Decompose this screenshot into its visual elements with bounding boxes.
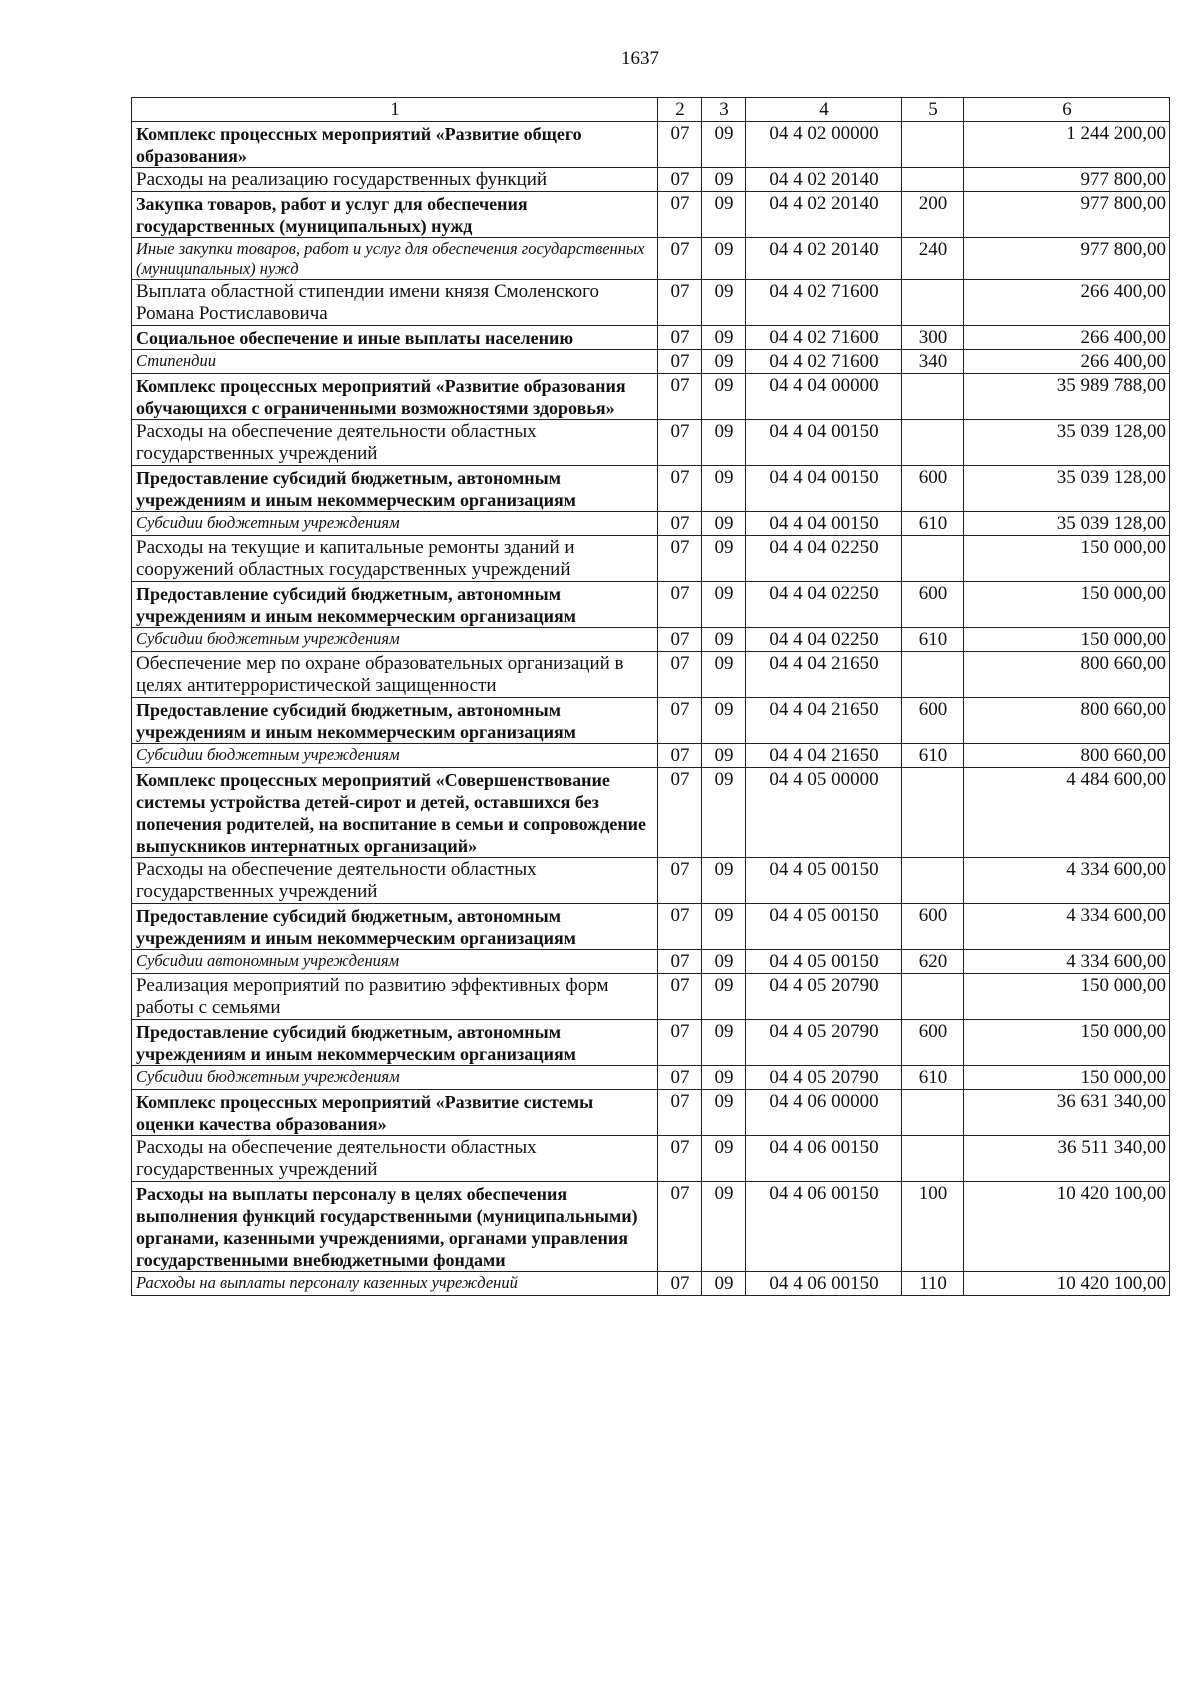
table-row xyxy=(132,582,1170,628)
table-row xyxy=(132,950,1170,974)
target-article-code: 04 4 05 20790 xyxy=(746,1020,902,1066)
subsection-code: 09 xyxy=(702,1090,746,1136)
expense-type-code xyxy=(902,1136,964,1182)
expense-type-code xyxy=(902,280,964,326)
table-row xyxy=(132,374,1170,420)
amount: 35 039 128,00 xyxy=(964,420,1170,466)
budget-item-name: Закупка товаров, работ и услуг для обеспечения государственных (муниципальных) нужд xyxy=(132,192,658,238)
target-article-code: 04 4 04 02250 xyxy=(746,628,902,652)
expense-type-code: 100 xyxy=(902,1182,964,1272)
target-article-code: 04 4 02 71600 xyxy=(746,326,902,350)
amount: 35 039 128,00 xyxy=(964,512,1170,536)
budget-item-name: Стипендии xyxy=(132,350,658,374)
budget-item-name: Субсидии бюджетным учреждениям xyxy=(132,628,658,652)
target-article-code: 04 4 04 02250 xyxy=(746,582,902,628)
budget-item-name: Расходы на обеспечение деятельности областных государственных учреждений xyxy=(132,1136,658,1182)
section-code: 07 xyxy=(658,652,702,698)
section-code: 07 xyxy=(658,950,702,974)
target-article-code: 04 4 02 20140 xyxy=(746,192,902,238)
section-code: 07 xyxy=(658,512,702,536)
amount: 4 334 600,00 xyxy=(964,858,1170,904)
expense-type-code: 600 xyxy=(902,904,964,950)
subsection-code: 09 xyxy=(702,858,746,904)
table-row xyxy=(132,536,1170,582)
target-article-code: 04 4 04 00150 xyxy=(746,466,902,512)
budget-item-name: Расходы на обеспечение деятельности областных государственных учреждений xyxy=(132,858,658,904)
target-article-code: 04 4 04 21650 xyxy=(746,652,902,698)
amount: 35 989 788,00 xyxy=(964,374,1170,420)
budget-item-name: Расходы на реализацию государственных функций xyxy=(132,168,658,192)
amount: 150 000,00 xyxy=(964,1066,1170,1090)
expense-type-code: 600 xyxy=(902,582,964,628)
table-row xyxy=(132,466,1170,512)
amount: 150 000,00 xyxy=(964,974,1170,1020)
amount: 4 334 600,00 xyxy=(964,950,1170,974)
subsection-code: 09 xyxy=(702,122,746,168)
table-row xyxy=(132,512,1170,536)
section-code: 07 xyxy=(658,1272,702,1296)
section-code: 07 xyxy=(658,168,702,192)
expense-type-code xyxy=(902,122,964,168)
section-code: 07 xyxy=(658,1020,702,1066)
target-article-code: 04 4 06 00150 xyxy=(746,1136,902,1182)
amount: 150 000,00 xyxy=(964,1020,1170,1066)
budget-item-name: Субсидии бюджетным учреждениям xyxy=(132,1066,658,1090)
target-article-code: 04 4 02 71600 xyxy=(746,350,902,374)
page-number: 1637 xyxy=(621,48,659,69)
section-code: 07 xyxy=(658,350,702,374)
subsection-code: 09 xyxy=(702,466,746,512)
amount: 150 000,00 xyxy=(964,628,1170,652)
section-code: 07 xyxy=(658,628,702,652)
table-row xyxy=(132,698,1170,744)
expense-type-code: 300 xyxy=(902,326,964,350)
expense-type-code: 600 xyxy=(902,698,964,744)
subsection-code: 09 xyxy=(702,326,746,350)
subsection-code: 09 xyxy=(702,238,746,280)
amount: 266 400,00 xyxy=(964,326,1170,350)
budget-item-name: Иные закупки товаров, работ и услуг для обеспечения государственных (муниципальных) нужд xyxy=(132,238,658,280)
amount: 10 420 100,00 xyxy=(964,1272,1170,1296)
section-code: 07 xyxy=(658,280,702,326)
expense-type-code xyxy=(902,974,964,1020)
table-row xyxy=(132,238,1170,280)
subsection-code: 09 xyxy=(702,192,746,238)
section-code: 07 xyxy=(658,858,702,904)
target-article-code: 04 4 04 00150 xyxy=(746,512,902,536)
table-row xyxy=(132,1020,1170,1066)
section-code: 07 xyxy=(658,122,702,168)
target-article-code: 04 4 02 00000 xyxy=(746,122,902,168)
table-row xyxy=(132,420,1170,466)
budget-item-name: Выплата областной стипендии имени князя Смоленского Романа Ростиславовича xyxy=(132,280,658,326)
table-row xyxy=(132,858,1170,904)
column-header-1: 1 xyxy=(132,98,658,122)
expense-type-code: 620 xyxy=(902,950,964,974)
subsection-code: 09 xyxy=(702,536,746,582)
target-article-code: 04 4 05 00150 xyxy=(746,950,902,974)
column-header-6: 6 xyxy=(964,98,1170,122)
column-header-4: 4 xyxy=(746,98,902,122)
column-number-row xyxy=(132,98,1170,122)
expense-type-code: 340 xyxy=(902,350,964,374)
target-article-code: 04 4 05 00150 xyxy=(746,904,902,950)
subsection-code: 09 xyxy=(702,374,746,420)
section-code: 07 xyxy=(658,374,702,420)
subsection-code: 09 xyxy=(702,350,746,374)
target-article-code: 04 4 04 00150 xyxy=(746,420,902,466)
budget-item-name: Предоставление субсидий бюджетным, автономным учреждениям и иным некоммерческим организациям xyxy=(132,904,658,950)
budget-item-name: Реализация мероприятий по развитию эффективных форм работы с семьями xyxy=(132,974,658,1020)
table-row xyxy=(132,904,1170,950)
column-header-3: 3 xyxy=(702,98,746,122)
budget-item-name: Расходы на обеспечение деятельности областных государственных учреждений xyxy=(132,420,658,466)
budget-item-name: Расходы на выплаты персоналу казенных учреждений xyxy=(132,1272,658,1296)
subsection-code: 09 xyxy=(702,698,746,744)
table-row xyxy=(132,122,1170,168)
target-article-code: 04 4 04 21650 xyxy=(746,698,902,744)
budget-table xyxy=(131,97,1170,1296)
expense-type-code: 610 xyxy=(902,512,964,536)
amount: 10 420 100,00 xyxy=(964,1182,1170,1272)
subsection-code: 09 xyxy=(702,768,746,858)
amount: 36 511 340,00 xyxy=(964,1136,1170,1182)
table-row xyxy=(132,628,1170,652)
expense-type-code xyxy=(902,652,964,698)
target-article-code: 04 4 04 21650 xyxy=(746,744,902,768)
amount: 266 400,00 xyxy=(964,280,1170,326)
subsection-code: 09 xyxy=(702,420,746,466)
amount: 800 660,00 xyxy=(964,744,1170,768)
expense-type-code: 610 xyxy=(902,744,964,768)
subsection-code: 09 xyxy=(702,1272,746,1296)
subsection-code: 09 xyxy=(702,1020,746,1066)
table-row xyxy=(132,744,1170,768)
amount: 977 800,00 xyxy=(964,238,1170,280)
expense-type-code: 610 xyxy=(902,1066,964,1090)
budget-item-name: Расходы на текущие и капитальные ремонты зданий и сооружений областных государственных учреждений xyxy=(132,536,658,582)
budget-item-name: Обеспечение мер по охране образовательных организаций в целях антитеррористической защищенности xyxy=(132,652,658,698)
section-code: 07 xyxy=(658,1066,702,1090)
amount: 4 484 600,00 xyxy=(964,768,1170,858)
table-row xyxy=(132,652,1170,698)
budget-item-name: Субсидии бюджетным учреждениям xyxy=(132,512,658,536)
expense-type-code: 200 xyxy=(902,192,964,238)
budget-item-name: Предоставление субсидий бюджетным, автономным учреждениям и иным некоммерческим организациям xyxy=(132,582,658,628)
subsection-code: 09 xyxy=(702,974,746,1020)
amount: 150 000,00 xyxy=(964,582,1170,628)
section-code: 07 xyxy=(658,768,702,858)
budget-table-body xyxy=(132,98,1170,1296)
subsection-code: 09 xyxy=(702,1136,746,1182)
expense-type-code xyxy=(902,536,964,582)
subsection-code: 09 xyxy=(702,1066,746,1090)
budget-item-name: Предоставление субсидий бюджетным, автономным учреждениям и иным некоммерческим организациям xyxy=(132,466,658,512)
expense-type-code: 110 xyxy=(902,1272,964,1296)
expense-type-code xyxy=(902,1090,964,1136)
budget-item-name: Комплекс процессных мероприятий «Развитие общего образования» xyxy=(132,122,658,168)
target-article-code: 04 4 04 02250 xyxy=(746,536,902,582)
target-article-code: 04 4 06 00000 xyxy=(746,1090,902,1136)
expense-type-code: 600 xyxy=(902,466,964,512)
subsection-code: 09 xyxy=(702,280,746,326)
table-row xyxy=(132,1066,1170,1090)
target-article-code: 04 4 06 00150 xyxy=(746,1182,902,1272)
section-code: 07 xyxy=(658,1136,702,1182)
table-row xyxy=(132,768,1170,858)
amount: 36 631 340,00 xyxy=(964,1090,1170,1136)
expense-type-code xyxy=(902,768,964,858)
section-code: 07 xyxy=(658,904,702,950)
budget-item-name: Расходы на выплаты персоналу в целях обеспечения выполнения функций государственными (муниципальными) органами, казенными учреждениями, органами управления государственными внебюджетными фондами xyxy=(132,1182,658,1272)
subsection-code: 09 xyxy=(702,652,746,698)
expense-type-code xyxy=(902,858,964,904)
amount: 800 660,00 xyxy=(964,698,1170,744)
subsection-code: 09 xyxy=(702,582,746,628)
subsection-code: 09 xyxy=(702,168,746,192)
subsection-code: 09 xyxy=(702,904,746,950)
table-row xyxy=(132,280,1170,326)
budget-item-name: Комплекс процессных мероприятий «Совершенствование системы устройства детей-сирот и детей, оставшихся без попечения родителей, на воспитание в семьи и сопровождение выпускников интернатных организаций» xyxy=(132,768,658,858)
table-row xyxy=(132,1182,1170,1272)
section-code: 07 xyxy=(658,698,702,744)
amount: 800 660,00 xyxy=(964,652,1170,698)
subsection-code: 09 xyxy=(702,512,746,536)
section-code: 07 xyxy=(658,1090,702,1136)
table-row xyxy=(132,1090,1170,1136)
table-row xyxy=(132,1136,1170,1182)
section-code: 07 xyxy=(658,744,702,768)
table-row xyxy=(132,1272,1170,1296)
subsection-code: 09 xyxy=(702,1182,746,1272)
table-row xyxy=(132,192,1170,238)
section-code: 07 xyxy=(658,466,702,512)
budget-item-name: Субсидии бюджетным учреждениям xyxy=(132,744,658,768)
budget-item-name: Субсидии автономным учреждениям xyxy=(132,950,658,974)
table-row xyxy=(132,350,1170,374)
section-code: 07 xyxy=(658,974,702,1020)
budget-item-name: Комплекс процессных мероприятий «Развитие системы оценки качества образования» xyxy=(132,1090,658,1136)
section-code: 07 xyxy=(658,420,702,466)
expense-type-code: 240 xyxy=(902,238,964,280)
budget-item-name: Социальное обеспечение и иные выплаты населению xyxy=(132,326,658,350)
section-code: 07 xyxy=(658,1182,702,1272)
target-article-code: 04 4 05 00000 xyxy=(746,768,902,858)
column-header-2: 2 xyxy=(658,98,702,122)
amount: 266 400,00 xyxy=(964,350,1170,374)
amount: 150 000,00 xyxy=(964,536,1170,582)
budget-item-name: Предоставление субсидий бюджетным, автономным учреждениям и иным некоммерческим организациям xyxy=(132,1020,658,1066)
budget-item-name: Предоставление субсидий бюджетным, автономным учреждениям и иным некоммерческим организациям xyxy=(132,698,658,744)
expense-type-code xyxy=(902,168,964,192)
section-code: 07 xyxy=(658,192,702,238)
table-row xyxy=(132,326,1170,350)
expense-type-code: 610 xyxy=(902,628,964,652)
target-article-code: 04 4 04 00000 xyxy=(746,374,902,420)
section-code: 07 xyxy=(658,326,702,350)
target-article-code: 04 4 05 20790 xyxy=(746,974,902,1020)
table-row xyxy=(132,974,1170,1020)
amount: 35 039 128,00 xyxy=(964,466,1170,512)
expense-type-code xyxy=(902,420,964,466)
subsection-code: 09 xyxy=(702,744,746,768)
subsection-code: 09 xyxy=(702,950,746,974)
target-article-code: 04 4 02 20140 xyxy=(746,238,902,280)
column-header-5: 5 xyxy=(902,98,964,122)
amount: 977 800,00 xyxy=(964,192,1170,238)
amount: 4 334 600,00 xyxy=(964,904,1170,950)
target-article-code: 04 4 06 00150 xyxy=(746,1272,902,1296)
subsection-code: 09 xyxy=(702,628,746,652)
section-code: 07 xyxy=(658,536,702,582)
expense-type-code xyxy=(902,374,964,420)
target-article-code: 04 4 05 20790 xyxy=(746,1066,902,1090)
target-article-code: 04 4 02 71600 xyxy=(746,280,902,326)
target-article-code: 04 4 02 20140 xyxy=(746,168,902,192)
amount: 1 244 200,00 xyxy=(964,122,1170,168)
section-code: 07 xyxy=(658,238,702,280)
budget-item-name: Комплекс процессных мероприятий «Развитие образования обучающихся с ограниченными возможностями здоровья» xyxy=(132,374,658,420)
target-article-code: 04 4 05 00150 xyxy=(746,858,902,904)
expense-type-code: 600 xyxy=(902,1020,964,1066)
amount: 977 800,00 xyxy=(964,168,1170,192)
table-row xyxy=(132,168,1170,192)
section-code: 07 xyxy=(658,582,702,628)
